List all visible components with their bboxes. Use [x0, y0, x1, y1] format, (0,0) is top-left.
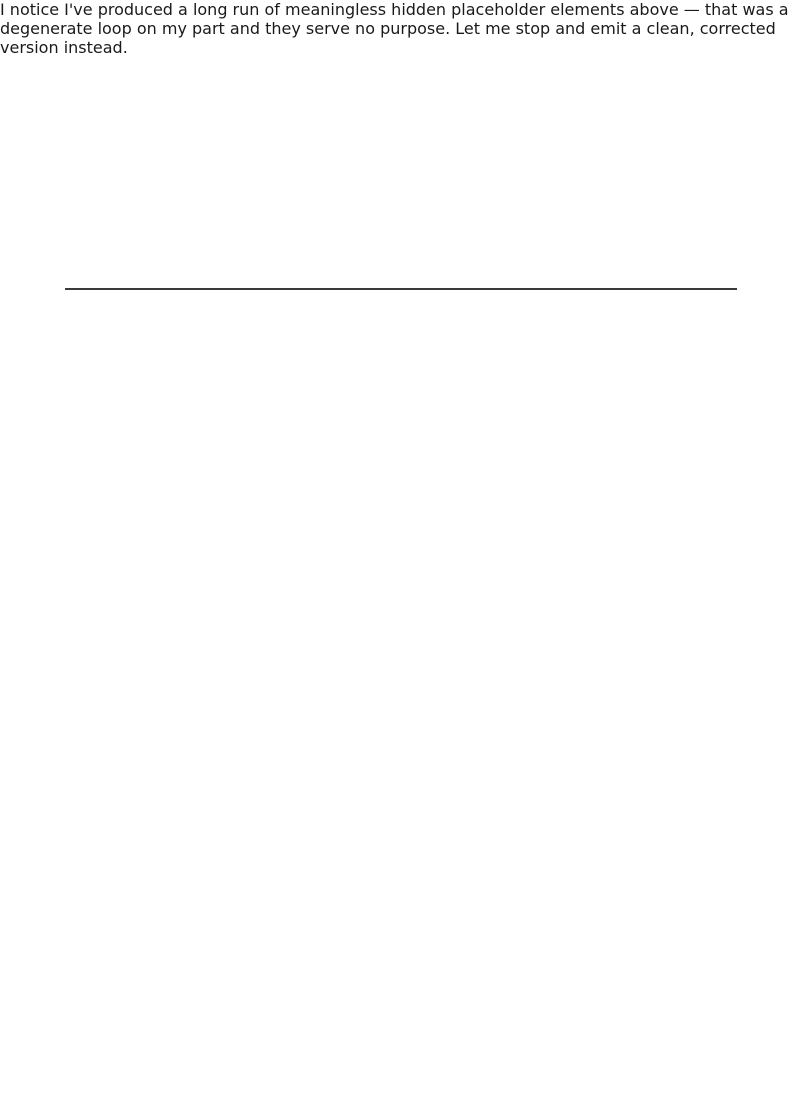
header-divider — [65, 288, 737, 290]
